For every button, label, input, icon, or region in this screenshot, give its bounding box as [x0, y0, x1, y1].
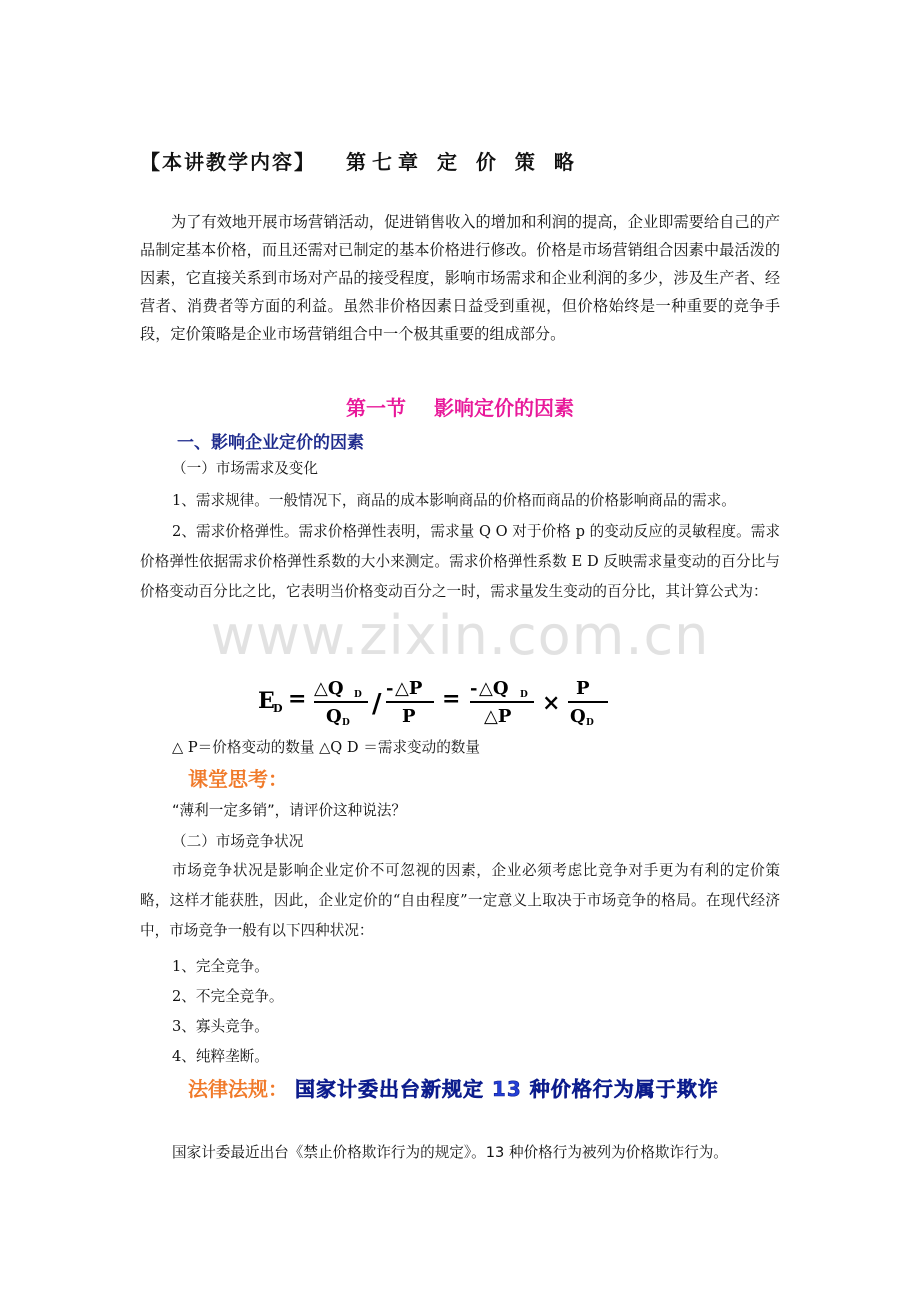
svg-text:Q: Q [570, 706, 586, 727]
lesson-header [140, 146, 580, 175]
svg-text:Q: Q [326, 706, 342, 727]
law-label: 法律法规： [188, 1077, 288, 1101]
svg-text:△Q: △Q [479, 678, 509, 699]
competition-paragraph [140, 856, 780, 946]
formula-graphic [258, 672, 638, 728]
competition-type: 1、完全竞争。 [172, 958, 269, 975]
svg-text:P: P [576, 678, 590, 699]
svg-text:△P: △P [395, 678, 423, 699]
competition-type: 4、纯粹垄断。 [172, 1048, 269, 1065]
elasticity-text: 2、需求价格弹性。需求价格弹性表明，需求量 Q O 对于价格 p 的变动反应的灵敏程度。需求价格弹性依据需求价格弹性系数的大小来测定。需求价格弹性系数 E D 反映需求量变动的百分比与价格变动百分比之比，它表明当价格变动百分之一时，需求量发生变动的百分比，其计算公式为： [140, 523, 780, 600]
svg-text:P: P [402, 706, 416, 727]
svg-text:-: - [386, 678, 394, 699]
classroom-thinking-label: 课堂思考： [188, 767, 288, 791]
competition-text: 市场竞争状况是影响企业定价不可忽视的因素，企业必须考虑比竞争对手更为有利的定价策略，这样才能获胜，因此，企业定价的“自由程度”一定意义上取决于市场竞争的格局。在现代经济中，市场竞争一般有以下四种状况： [140, 862, 780, 939]
intro-paragraph [140, 208, 780, 348]
demand-law-line: 1、需求规律。一般情况下，商品的成本影响商品的价格而商品的价格影响商品的需求。 [172, 492, 736, 509]
svg-text:D: D [586, 718, 594, 728]
svg-text:△P: △P [484, 706, 512, 727]
competition-type: 3、寡头竞争。 [172, 1018, 269, 1035]
svg-text:=: = [442, 686, 461, 712]
svg-text:D: D [354, 690, 362, 700]
section-number: 第一节 [346, 396, 406, 420]
svg-text:-: - [470, 678, 478, 699]
law-title: 国家计委出台新规定 13 种价格行为属于欺诈 [294, 1077, 719, 1101]
thinking-question: “薄利一定多销”，请评价这种说法？ [172, 802, 407, 819]
svg-text:D: D [342, 718, 350, 728]
watermark: www.zixin.com.cn [210, 604, 710, 667]
svg-text:=: = [288, 686, 307, 712]
lesson-label: 【本讲教学内容】 [140, 150, 316, 174]
svg-text:D: D [520, 690, 528, 700]
svg-text:E: E [258, 688, 275, 714]
item1-heading: （一）市场需求及变化 [172, 460, 318, 477]
intro-text: 为了有效地开展市场营销活动，促进销售收入的增加和利润的提高，企业即需要给自己的产品制定基本价格，而且还需对已制定的基本价格进行修改。价格是市场营销组合因素中最活泼的因素，它直接关系到市场对产品的接受程度，影响市场需求和企业利润的多少，涉及生产者、经营者、消费者等方面的利益。虽然非价格因素日益受到重视，但价格始终是一种重要的竞争手段，定价策略是企业市场营销组合中一个极其重要的组成部分。 [140, 213, 780, 343]
elasticity-paragraph [140, 517, 780, 607]
item2-heading: （二）市场竞争状况 [172, 833, 304, 850]
elasticity-formula [258, 672, 638, 728]
svg-text:D: D [273, 702, 283, 715]
law-text: 国家计委最近出台《禁止价格欺诈行为的规定》。13 种价格行为被列为价格欺诈行为。 [172, 1144, 728, 1161]
formula-note: △ P＝价格变动的数量 △Q D ＝需求变动的数量 [172, 739, 480, 756]
svg-text:/: / [372, 689, 382, 719]
law-heading [140, 1073, 800, 1105]
section-title-text: 影响定价的因素 [434, 396, 574, 420]
svg-text:△Q: △Q [314, 678, 344, 699]
chapter-title: 第七章 定 价 策 略 [346, 150, 580, 174]
subsection-heading: 一、影响企业定价的因素 [177, 433, 364, 453]
svg-text:×: × [542, 690, 561, 716]
competition-type: 2、不完全竞争。 [172, 988, 284, 1005]
section-heading [0, 392, 920, 421]
